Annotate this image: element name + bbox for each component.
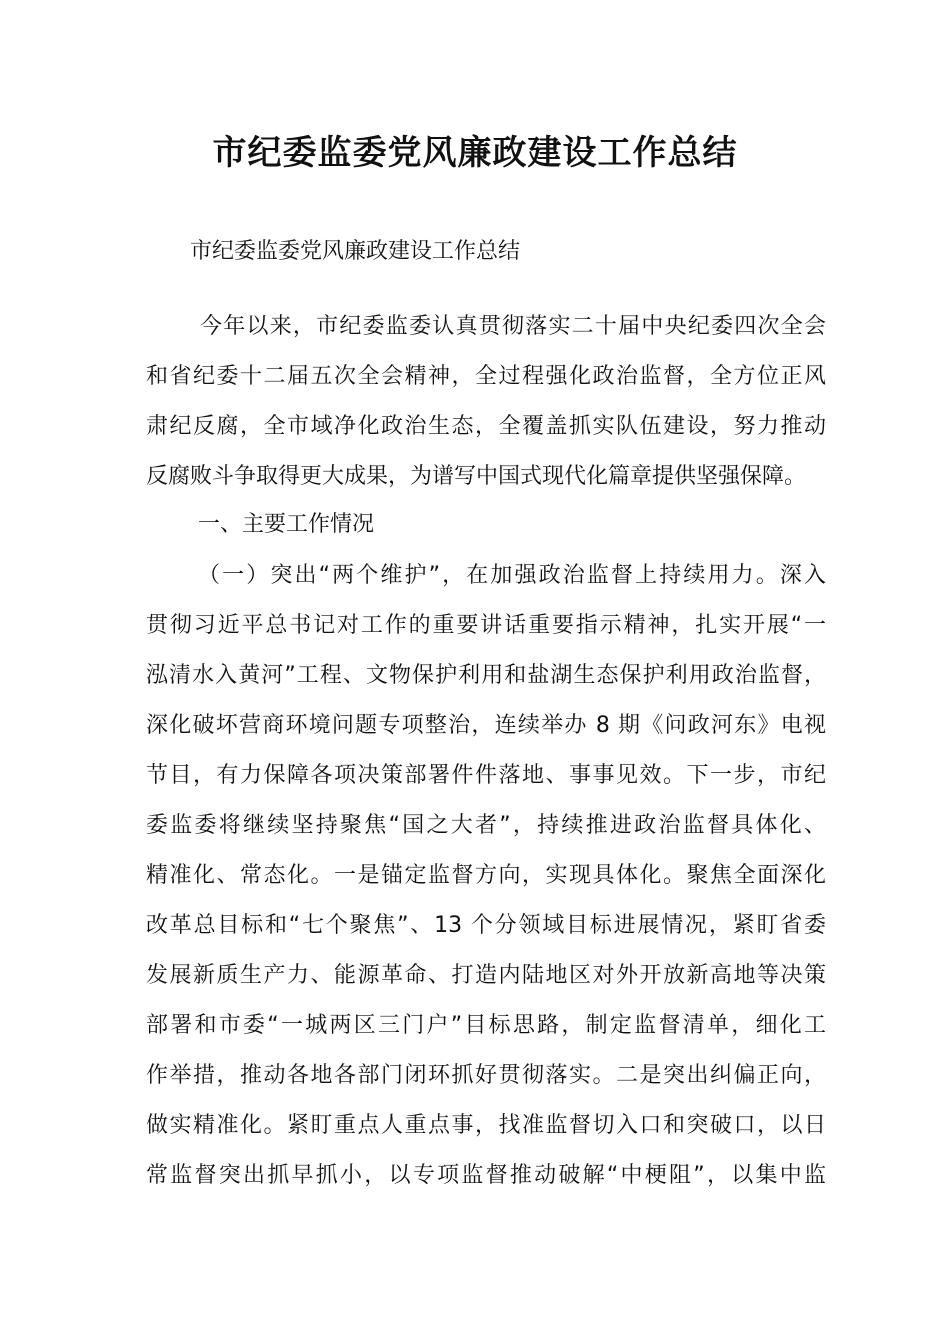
paragraph-line: 改革总目标和“七个聚焦”、13 个分领域目标进展情况，紧盯省委 [146, 913, 826, 938]
document-subtitle: 市纪委监委党风廉政建设工作总结 [190, 239, 521, 264]
paragraph-line: 今年以来，市纪委监委认真贯彻落实二十届中央纪委四次全会 [200, 314, 826, 339]
paragraph-line: 部署和市委“一城两区三门户”目标思路，制定监督清单，细化工 [146, 1013, 826, 1038]
paragraph-line: 深化破坏营商环境问题专项整治，连续举办 8 期《问政河东》电视 [146, 713, 826, 738]
intro-paragraph [146, 302, 826, 502]
document-title: 市纪委监委党风廉政建设工作总结 [212, 133, 738, 173]
paragraph-line: 委监委将继续坚持聚焦“国之大者”，持续推进政治监督具体化、 [146, 813, 826, 838]
section-heading-block [146, 500, 826, 550]
paragraph-line: 节目，有力保障各项决策部署件件落地、事事见效。下一步，市纪 [146, 763, 826, 788]
paragraph-line: 贯彻习近平总书记对工作的重要讲话重要指示精神，扎实开展“一 [146, 613, 826, 638]
paragraph-line: 泓清水入黄河”工程、文物保护利用和盐湖生态保护利用政治监督， [146, 663, 826, 688]
paragraph-line: 发展新质生产力、能源革命、打造内陆地区对外开放新高地等决策 [146, 963, 826, 988]
paragraph-line: 反腐败斗争取得更大成果，为谱写中国式现代化篇章提供坚强保障。 [146, 464, 807, 489]
paragraph-line: 做实精准化。紧盯重点人重点事，找准监督切入口和突破口，以日 [146, 1113, 826, 1138]
subsection-paragraph [146, 551, 826, 1201]
paragraph-line: 肃纪反腐，全市域净化政治生态，全覆盖抓实队伍建设，努力推动 [146, 414, 826, 439]
paragraph-line: 常监督突出抓早抓小，以专项监督推动破解“中梗阻”，以集中监 [146, 1163, 826, 1188]
section-heading: 一、主要工作情况 [198, 512, 375, 537]
paragraph-line: 和省纪委十二届五次全会精神，全过程强化政治监督，全方位正风 [146, 364, 826, 389]
paragraph-line: 作举措，推动各地各部门闭环抓好贯彻落实。二是突出纠偏正向， [146, 1063, 826, 1088]
paragraph-line: （一）突出“两个维护”，在加强政治监督上持续用力。深入 [198, 563, 826, 588]
paragraph-line: 精准化、常态化。一是锚定监督方向，实现具体化。聚焦全面深化 [146, 863, 826, 888]
